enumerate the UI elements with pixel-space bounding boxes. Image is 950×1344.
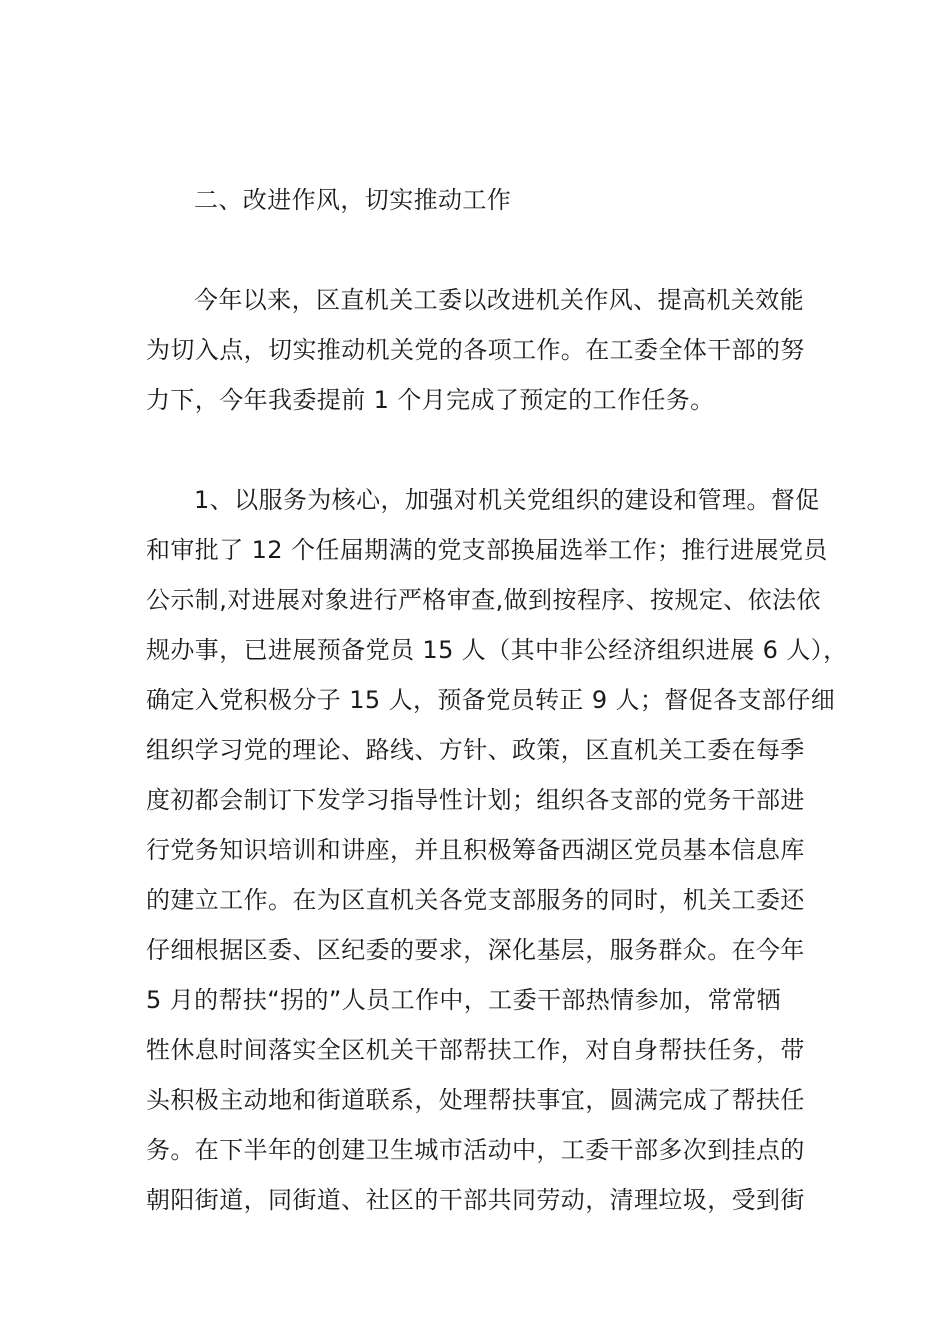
paragraph-line: 头积极主动地和街道联系，处理帮扶事宜，圆满完成了帮扶任	[146, 1086, 805, 1114]
paragraph-line: 的建立工作。在为区直机关各党支部服务的同时，机关工委还	[146, 886, 805, 914]
paragraph-line: 1、以服务为核心，加强对机关党组织的建设和管理。督促	[194, 486, 820, 514]
paragraph-line: 和审批了 12 个任届期满的党支部换届选举工作；推行进展党员	[146, 536, 828, 564]
paragraph-line: 为切入点，切实推动机关党的各项工作。在工委全体干部的努	[146, 336, 805, 364]
paragraph-line: 公示制,对进展对象进行严格审查,做到按程序、按规定、依法依	[146, 586, 821, 614]
paragraph-line: 务。在下半年的创建卫生城市活动中，工委干部多次到挂点的	[146, 1136, 805, 1164]
paragraph-line: 度初都会制订下发学习指导性计划；组织各支部的党务干部进	[146, 786, 805, 814]
paragraph-line: 5 月的帮扶“拐的”人员工作中，工委干部热情参加，常常牺	[146, 986, 781, 1014]
paragraph-line: 朝阳街道，同街道、社区的干部共同劳动，清理垃圾，受到街	[146, 1186, 805, 1214]
paragraph-line: 仔细根据区委、区纪委的要求，深化基层，服务群众。在今年	[146, 936, 805, 964]
paragraph-line: 规办事，已进展预备党员 15 人（其中非公经济组织进展 6 人），	[146, 636, 848, 664]
section-heading: 二、改进作风，切实推动工作	[194, 186, 512, 214]
paragraph-line: 组织学习党的理论、路线、方针、政策，区直机关工委在每季	[146, 736, 805, 764]
paragraph-line: 今年以来，区直机关工委以改进机关作风、提高机关效能	[194, 286, 804, 314]
paragraph-line: 牲休息时间落实全区机关干部帮扶工作，对自身帮扶任务，带	[146, 1036, 805, 1064]
paragraph-line: 确定入党积极分子 15 人，预备党员转正 9 人；督促各支部仔细	[146, 686, 836, 714]
paragraph-line: 行党务知识培训和讲座，并且积极筹备西湖区党员基本信息库	[146, 836, 805, 864]
paragraph-line: 力下，今年我委提前 1 个月完成了预定的工作任务。	[146, 386, 715, 414]
